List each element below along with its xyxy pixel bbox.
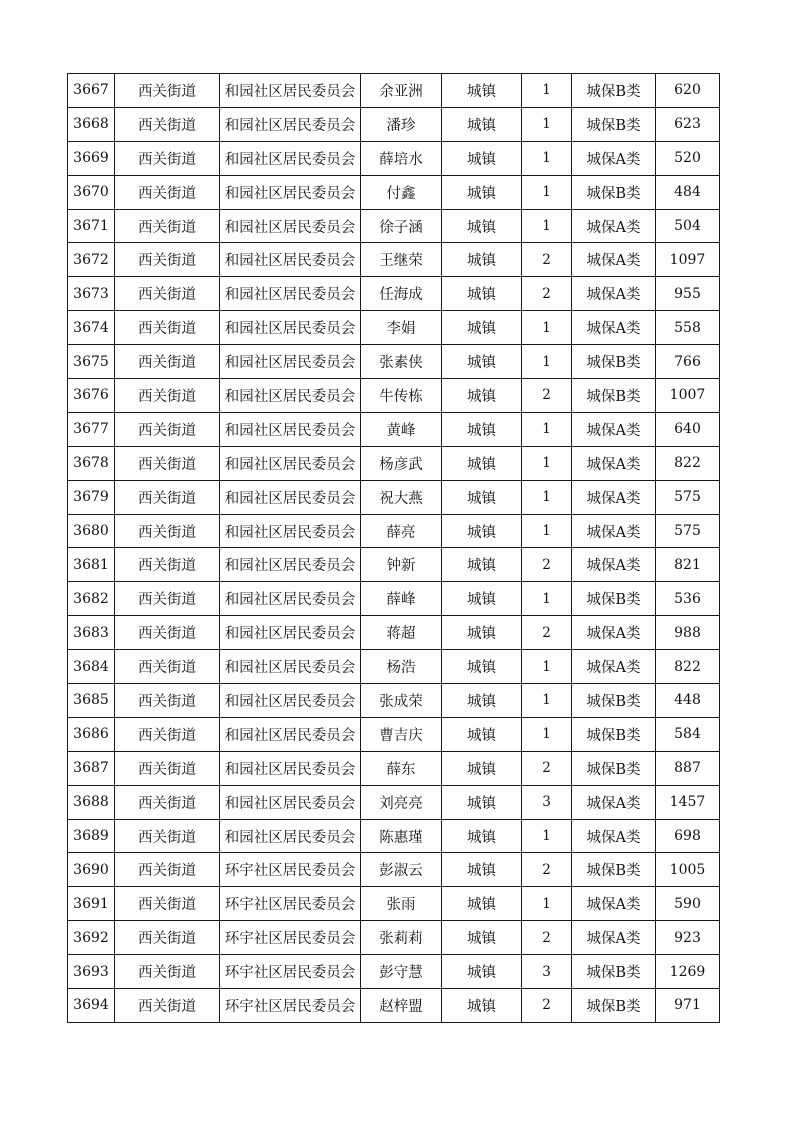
cell-community-committee: 和园社区居民委员会 [220,175,361,209]
cell-household-count: 2 [522,548,572,582]
cell-area-type: 城镇 [442,514,522,548]
document-table-container [67,73,720,1023]
cell-person-name: 任海成 [361,277,442,311]
cell-household-count: 2 [522,853,572,887]
cell-street-office: 西关街道 [115,209,220,243]
cell-person-name: 薛培水 [361,141,442,175]
cell-household-count: 1 [522,717,572,751]
cell-household-count: 2 [522,277,572,311]
cell-household-count: 2 [522,751,572,785]
cell-area-type: 城镇 [442,175,522,209]
cell-row-number: 3675 [68,345,115,379]
cell-insurance-category: 城保A类 [572,650,656,684]
cell-amount: 575 [656,480,720,514]
cell-household-count: 1 [522,311,572,345]
cell-amount: 698 [656,819,720,853]
table-row [68,514,720,548]
cell-amount: 821 [656,548,720,582]
table-row [68,412,720,446]
cell-community-committee: 和园社区居民委员会 [220,446,361,480]
cell-insurance-category: 城保B类 [572,751,656,785]
cell-amount: 971 [656,989,720,1023]
cell-person-name: 王继荣 [361,243,442,277]
cell-insurance-category: 城保A类 [572,277,656,311]
cell-household-count: 1 [522,887,572,921]
table-row [68,989,720,1023]
cell-person-name: 张素侠 [361,345,442,379]
cell-insurance-category: 城保A类 [572,243,656,277]
cell-row-number: 3677 [68,412,115,446]
cell-insurance-category: 城保A类 [572,514,656,548]
table-row [68,751,720,785]
cell-person-name: 彭淑云 [361,853,442,887]
cell-insurance-category: 城保B类 [572,582,656,616]
cell-street-office: 西关街道 [115,955,220,989]
cell-amount: 955 [656,277,720,311]
cell-area-type: 城镇 [442,412,522,446]
cell-row-number: 3685 [68,684,115,718]
cell-community-committee: 和园社区居民委员会 [220,379,361,413]
cell-street-office: 西关街道 [115,819,220,853]
cell-insurance-category: 城保B类 [572,684,656,718]
cell-person-name: 付鑫 [361,175,442,209]
cell-person-name: 薛亮 [361,514,442,548]
cell-insurance-category: 城保B类 [572,175,656,209]
cell-community-committee: 和园社区居民委员会 [220,717,361,751]
cell-household-count: 1 [522,74,572,108]
cell-person-name: 余亚洲 [361,74,442,108]
cell-row-number: 3678 [68,446,115,480]
cell-row-number: 3673 [68,277,115,311]
table-row [68,379,720,413]
cell-amount: 484 [656,175,720,209]
cell-row-number: 3684 [68,650,115,684]
cell-row-number: 3686 [68,717,115,751]
cell-amount: 590 [656,887,720,921]
cell-street-office: 西关街道 [115,751,220,785]
cell-insurance-category: 城保A类 [572,311,656,345]
cell-amount: 623 [656,107,720,141]
cell-household-count: 1 [522,650,572,684]
cell-community-committee: 和园社区居民委员会 [220,311,361,345]
cell-area-type: 城镇 [442,921,522,955]
cell-area-type: 城镇 [442,955,522,989]
cell-area-type: 城镇 [442,887,522,921]
cell-street-office: 西关街道 [115,717,220,751]
cell-community-committee: 环宇社区居民委员会 [220,955,361,989]
cell-street-office: 西关街道 [115,311,220,345]
cell-insurance-category: 城保A类 [572,616,656,650]
cell-area-type: 城镇 [442,243,522,277]
cell-street-office: 西关街道 [115,277,220,311]
cell-community-committee: 和园社区居民委员会 [220,243,361,277]
cell-row-number: 3688 [68,785,115,819]
table-row [68,921,720,955]
cell-row-number: 3691 [68,887,115,921]
cell-community-committee: 和园社区居民委员会 [220,277,361,311]
table-row [68,853,720,887]
cell-street-office: 西关街道 [115,785,220,819]
cell-street-office: 西关街道 [115,412,220,446]
cell-person-name: 钟新 [361,548,442,582]
cell-area-type: 城镇 [442,480,522,514]
cell-community-committee: 和园社区居民委员会 [220,751,361,785]
cell-household-count: 1 [522,141,572,175]
cell-insurance-category: 城保B类 [572,379,656,413]
cell-row-number: 3672 [68,243,115,277]
cell-person-name: 李娟 [361,311,442,345]
cell-insurance-category: 城保B类 [572,853,656,887]
cell-person-name: 黄峰 [361,412,442,446]
cell-amount: 822 [656,446,720,480]
cell-row-number: 3683 [68,616,115,650]
table-row [68,785,720,819]
cell-street-office: 西关街道 [115,684,220,718]
cell-household-count: 1 [522,412,572,446]
cell-person-name: 张莉莉 [361,921,442,955]
table-row [68,616,720,650]
table-row [68,175,720,209]
cell-amount: 988 [656,616,720,650]
cell-area-type: 城镇 [442,311,522,345]
cell-insurance-category: 城保A类 [572,480,656,514]
table-row [68,819,720,853]
cell-insurance-category: 城保A类 [572,785,656,819]
cell-amount: 1007 [656,379,720,413]
cell-street-office: 西关街道 [115,446,220,480]
cell-amount: 923 [656,921,720,955]
cell-community-committee: 和园社区居民委员会 [220,616,361,650]
cell-amount: 640 [656,412,720,446]
table-row [68,74,720,108]
cell-street-office: 西关街道 [115,379,220,413]
table-body [68,74,720,1023]
cell-community-committee: 和园社区居民委员会 [220,107,361,141]
cell-street-office: 西关街道 [115,582,220,616]
cell-community-committee: 和园社区居民委员会 [220,74,361,108]
cell-person-name: 曹吉庆 [361,717,442,751]
cell-area-type: 城镇 [442,751,522,785]
cell-household-count: 1 [522,209,572,243]
cell-row-number: 3670 [68,175,115,209]
cell-household-count: 2 [522,989,572,1023]
cell-street-office: 西关街道 [115,480,220,514]
cell-household-count: 1 [522,446,572,480]
cell-area-type: 城镇 [442,853,522,887]
cell-street-office: 西关街道 [115,243,220,277]
cell-row-number: 3682 [68,582,115,616]
cell-insurance-category: 城保A类 [572,921,656,955]
cell-household-count: 2 [522,243,572,277]
cell-household-count: 1 [522,819,572,853]
cell-insurance-category: 城保A类 [572,209,656,243]
cell-person-name: 杨彦武 [361,446,442,480]
cell-row-number: 3669 [68,141,115,175]
cell-community-committee: 和园社区居民委员会 [220,684,361,718]
table-row [68,650,720,684]
cell-area-type: 城镇 [442,684,522,718]
cell-row-number: 3690 [68,853,115,887]
table-row [68,311,720,345]
cell-community-committee: 和园社区居民委员会 [220,819,361,853]
table-row [68,446,720,480]
cell-insurance-category: 城保B类 [572,345,656,379]
table-row [68,684,720,718]
cell-person-name: 刘亮亮 [361,785,442,819]
cell-household-count: 2 [522,379,572,413]
cell-area-type: 城镇 [442,616,522,650]
cell-row-number: 3680 [68,514,115,548]
cell-insurance-category: 城保A类 [572,446,656,480]
table-row [68,955,720,989]
cell-insurance-category: 城保B类 [572,717,656,751]
cell-community-committee: 和园社区居民委员会 [220,785,361,819]
cell-row-number: 3667 [68,74,115,108]
cell-community-committee: 和园社区居民委员会 [220,412,361,446]
cell-person-name: 蒋超 [361,616,442,650]
cell-insurance-category: 城保B类 [572,74,656,108]
cell-amount: 536 [656,582,720,616]
cell-area-type: 城镇 [442,989,522,1023]
cell-community-committee: 和园社区居民委员会 [220,345,361,379]
subsidy-table [67,73,720,1023]
cell-area-type: 城镇 [442,785,522,819]
cell-person-name: 潘珍 [361,107,442,141]
table-row [68,277,720,311]
cell-amount: 766 [656,345,720,379]
cell-amount: 822 [656,650,720,684]
cell-insurance-category: 城保A类 [572,412,656,446]
cell-street-office: 西关街道 [115,175,220,209]
cell-street-office: 西关街道 [115,74,220,108]
cell-household-count: 3 [522,955,572,989]
cell-insurance-category: 城保A类 [572,887,656,921]
cell-insurance-category: 城保A类 [572,141,656,175]
cell-household-count: 1 [522,514,572,548]
cell-street-office: 西关街道 [115,921,220,955]
cell-person-name: 彭守慧 [361,955,442,989]
cell-community-committee: 和园社区居民委员会 [220,650,361,684]
cell-community-committee: 环宇社区居民委员会 [220,853,361,887]
cell-row-number: 3676 [68,379,115,413]
cell-insurance-category: 城保B类 [572,989,656,1023]
cell-insurance-category: 城保A类 [572,548,656,582]
cell-amount: 558 [656,311,720,345]
cell-street-office: 西关街道 [115,514,220,548]
cell-area-type: 城镇 [442,548,522,582]
cell-community-committee: 和园社区居民委员会 [220,209,361,243]
cell-community-committee: 环宇社区居民委员会 [220,887,361,921]
cell-row-number: 3689 [68,819,115,853]
cell-amount: 520 [656,141,720,175]
cell-person-name: 薛峰 [361,582,442,616]
table-row [68,717,720,751]
cell-community-committee: 和园社区居民委员会 [220,548,361,582]
table-row [68,480,720,514]
table-row [68,345,720,379]
cell-street-office: 西关街道 [115,548,220,582]
cell-area-type: 城镇 [442,74,522,108]
cell-household-count: 1 [522,345,572,379]
cell-community-committee: 环宇社区居民委员会 [220,989,361,1023]
cell-area-type: 城镇 [442,717,522,751]
cell-row-number: 3694 [68,989,115,1023]
cell-person-name: 薛东 [361,751,442,785]
cell-insurance-category: 城保B类 [572,955,656,989]
cell-amount: 1269 [656,955,720,989]
table-row [68,548,720,582]
table-row [68,887,720,921]
cell-area-type: 城镇 [442,107,522,141]
cell-row-number: 3679 [68,480,115,514]
cell-amount: 1457 [656,785,720,819]
cell-person-name: 赵梓盟 [361,989,442,1023]
cell-row-number: 3681 [68,548,115,582]
cell-area-type: 城镇 [442,277,522,311]
cell-person-name: 张成荣 [361,684,442,718]
cell-row-number: 3671 [68,209,115,243]
cell-street-office: 西关街道 [115,650,220,684]
cell-household-count: 2 [522,921,572,955]
cell-amount: 1005 [656,853,720,887]
cell-row-number: 3687 [68,751,115,785]
cell-amount: 620 [656,74,720,108]
cell-amount: 448 [656,684,720,718]
cell-household-count: 3 [522,785,572,819]
cell-community-committee: 和园社区居民委员会 [220,582,361,616]
cell-street-office: 西关街道 [115,107,220,141]
cell-person-name: 牛传栋 [361,379,442,413]
cell-household-count: 1 [522,175,572,209]
cell-area-type: 城镇 [442,209,522,243]
cell-household-count: 1 [522,107,572,141]
cell-amount: 1097 [656,243,720,277]
cell-street-office: 西关街道 [115,616,220,650]
cell-street-office: 西关街道 [115,853,220,887]
cell-community-committee: 和园社区居民委员会 [220,141,361,175]
cell-street-office: 西关街道 [115,887,220,921]
cell-amount: 504 [656,209,720,243]
cell-insurance-category: 城保A类 [572,819,656,853]
cell-area-type: 城镇 [442,582,522,616]
cell-insurance-category: 城保B类 [572,107,656,141]
cell-amount: 575 [656,514,720,548]
table-row [68,582,720,616]
cell-row-number: 3668 [68,107,115,141]
table-row [68,141,720,175]
cell-row-number: 3693 [68,955,115,989]
cell-household-count: 1 [522,684,572,718]
cell-area-type: 城镇 [442,141,522,175]
cell-area-type: 城镇 [442,379,522,413]
cell-community-committee: 和园社区居民委员会 [220,480,361,514]
cell-household-count: 1 [522,480,572,514]
table-row [68,107,720,141]
cell-person-name: 祝大燕 [361,480,442,514]
cell-person-name: 陈惠瑾 [361,819,442,853]
cell-street-office: 西关街道 [115,989,220,1023]
cell-household-count: 1 [522,582,572,616]
cell-row-number: 3674 [68,311,115,345]
cell-community-committee: 环宇社区居民委员会 [220,921,361,955]
cell-row-number: 3692 [68,921,115,955]
table-row [68,209,720,243]
table-row [68,243,720,277]
cell-community-committee: 和园社区居民委员会 [220,514,361,548]
cell-person-name: 徐子涵 [361,209,442,243]
cell-area-type: 城镇 [442,446,522,480]
cell-amount: 584 [656,717,720,751]
cell-amount: 887 [656,751,720,785]
cell-area-type: 城镇 [442,819,522,853]
cell-area-type: 城镇 [442,345,522,379]
cell-street-office: 西关街道 [115,141,220,175]
cell-area-type: 城镇 [442,650,522,684]
cell-street-office: 西关街道 [115,345,220,379]
cell-household-count: 2 [522,616,572,650]
cell-person-name: 杨浩 [361,650,442,684]
cell-person-name: 张雨 [361,887,442,921]
